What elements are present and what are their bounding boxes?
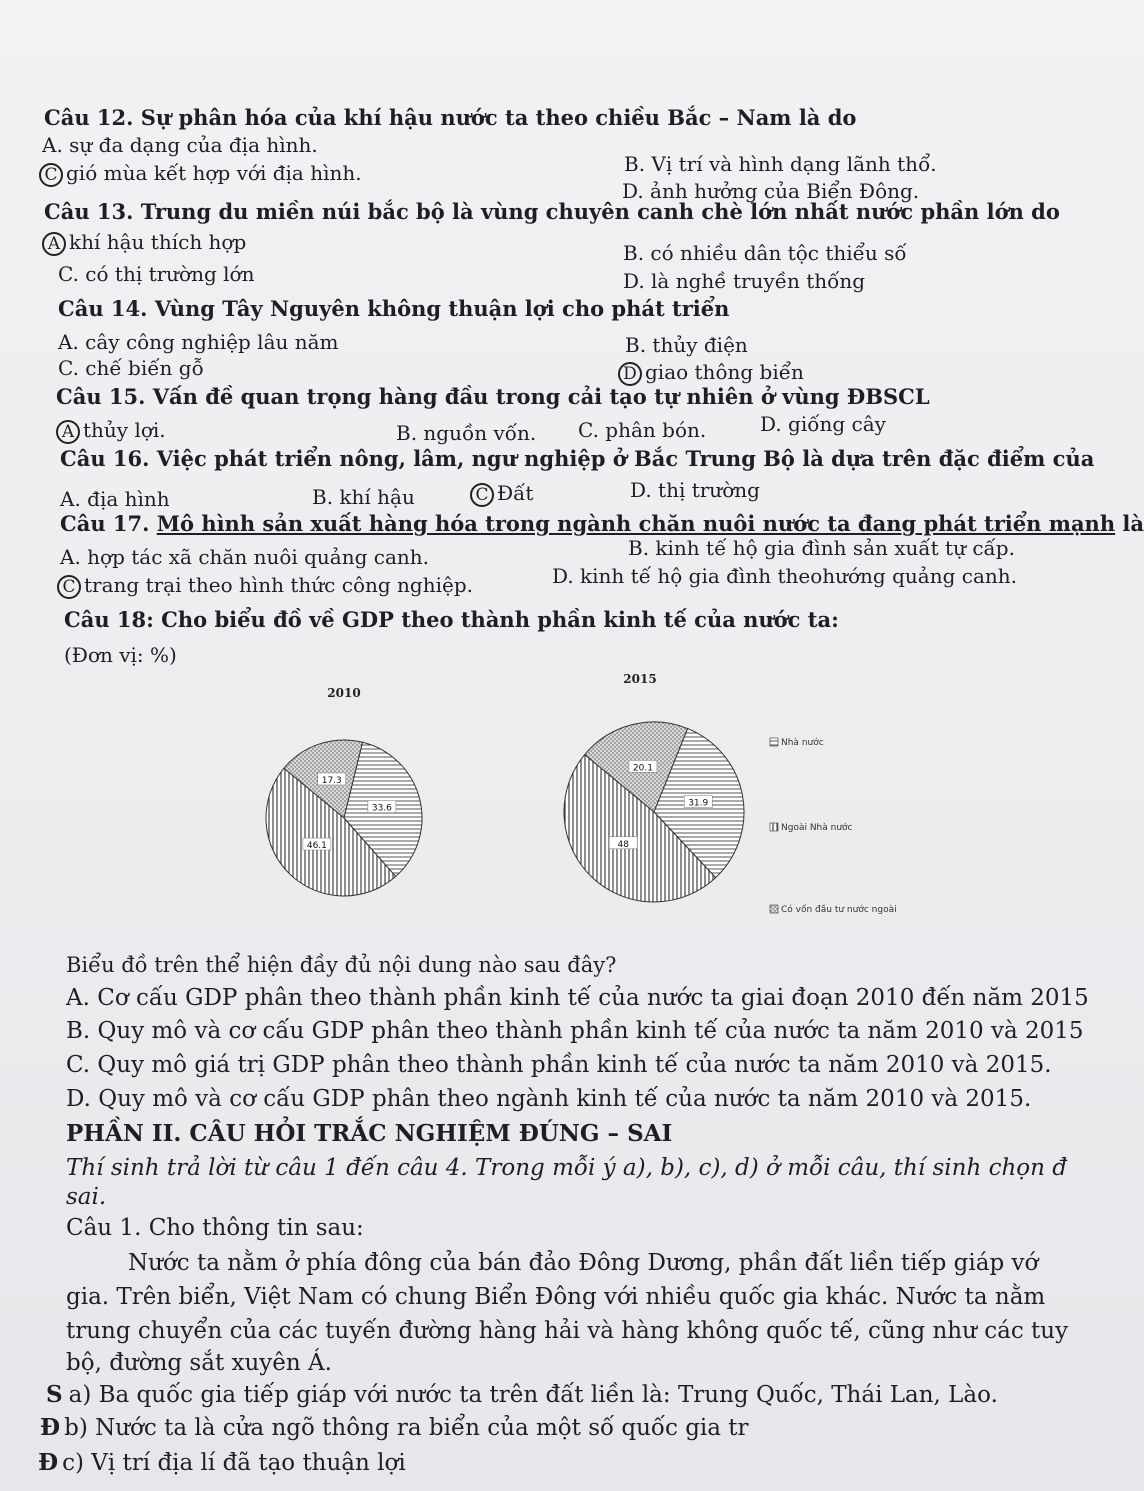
pie-2010-label-1: 46.1 bbox=[306, 841, 327, 852]
answer-mark: A bbox=[56, 420, 80, 444]
q12-stem: Câu 12. Sự phân hóa của khí hậu nước ta theo chiều Bắc – Nam là do bbox=[44, 105, 857, 130]
answer-mark: C bbox=[470, 483, 494, 507]
pie-2015-label-0: 31.9 bbox=[688, 798, 709, 809]
legend-label-1: Ngoài Nhà nước bbox=[781, 823, 853, 833]
pie-2010-label-0: 33.6 bbox=[371, 803, 392, 814]
q15-option-b[interactable]: B. nguồn vốn. bbox=[396, 421, 537, 445]
q18-option-b[interactable]: B. Quy mô và cơ cấu GDP phân theo thành phần kinh tế của nước ta năm 2010 và 2015 bbox=[66, 1018, 1084, 1044]
q14-stem: Câu 14. Vùng Tây Nguyên không thuận lợi cho phát triển bbox=[58, 296, 730, 321]
part2-instructions: Thí sinh trả lời từ câu 1 đến câu 4. Trong mỗi ý a), b), c), d) ở mỗi câu, thí sinh chọn đ bbox=[66, 1155, 1067, 1181]
q18-option-c[interactable]: C. Quy mô giá trị GDP phân theo thành phần kinh tế của nước ta năm 2010 và 2015. bbox=[66, 1052, 1052, 1078]
q12-option-d[interactable]: D. ảnh hưởng của Biển Đông. bbox=[622, 179, 920, 203]
answer-mark: C bbox=[39, 163, 63, 187]
q13-stem: Câu 13. Trung du miền núi bắc bộ là vùng chuyên canh chè lớn nhất nước phần lớn do bbox=[44, 199, 1060, 224]
q15-option-d[interactable]: D. giống cây bbox=[760, 412, 886, 436]
q18-question: Biểu đồ trên thể hiện đầy đủ nội dung nào sau đây? bbox=[66, 953, 617, 977]
q18-option-d[interactable]: D. Quy mô và cơ cấu GDP phân theo ngành kinh tế của nước ta năm 2010 và 2015. bbox=[66, 1086, 1032, 1112]
q17-stem: Câu 17. Mô hình sản xuất hàng hóa trong ngành chăn nuôi nước ta đang phát triển mạnh là bbox=[60, 511, 1144, 536]
answer-mark: Đ bbox=[40, 1414, 61, 1441]
q16-option-c[interactable]: C Đất bbox=[470, 483, 533, 507]
q13-option-b[interactable]: B. có nhiều dân tộc thiểu số bbox=[623, 241, 907, 265]
legend-swatch-2 bbox=[770, 905, 778, 913]
q14-option-a[interactable]: A. cây công nghiệp lâu năm bbox=[58, 330, 339, 354]
answer-mark: Đ bbox=[38, 1449, 59, 1476]
q12-option-b[interactable]: B. Vị trí và hình dạng lãnh thổ. bbox=[624, 152, 937, 176]
legend-swatch-0 bbox=[770, 738, 778, 746]
pie-2015-year: 2015 bbox=[623, 672, 657, 686]
q16-option-d[interactable]: D. thị trường bbox=[630, 478, 760, 502]
q17-option-a[interactable]: A. hợp tác xã chăn nuôi quảng canh. bbox=[60, 545, 430, 569]
q18-unit: (Đơn vị: %) bbox=[64, 643, 177, 667]
answer-mark: D bbox=[618, 362, 642, 386]
statement-c[interactable]: Đ c) Vị trí địa lí đã tạo thuận lợi bbox=[38, 1449, 406, 1476]
q14-option-c[interactable]: C. chế biến gỗ bbox=[58, 356, 204, 380]
statement-a[interactable]: S a) Ba quốc gia tiếp giáp với nước ta trên đất liền là: Trung Quốc, Thái Lan, Lào. bbox=[46, 1381, 998, 1408]
passage-line-1: Nước ta nằm ở phía đông của bán đảo Đông Dương, phần đất liền tiếp giáp vớ bbox=[128, 1250, 1039, 1276]
answer-mark: S bbox=[46, 1381, 63, 1408]
q16-stem: Câu 16. Việc phát triển nông, lâm, ngư nghiệp ở Bắc Trung Bộ là dựa trên đặc điểm của bbox=[60, 446, 1095, 471]
q15-option-c[interactable]: C. phân bón. bbox=[578, 418, 707, 442]
q14-option-d[interactable]: D giao thông biển bbox=[618, 362, 804, 386]
statement-b[interactable]: Đ b) Nước ta là cửa ngõ thông ra biển của một số quốc gia tr bbox=[40, 1414, 749, 1441]
q18-stem: Câu 18: Cho biểu đồ về GDP theo thành phần kinh tế của nước ta: bbox=[64, 607, 839, 632]
q17-option-b[interactable]: B. kinh tế hộ gia đình sản xuất tự cấp. bbox=[628, 536, 1015, 560]
q13-option-d[interactable]: D. là nghề truyền thống bbox=[623, 269, 866, 293]
q17-option-c[interactable]: C trang trại theo hình thức công nghiệp. bbox=[57, 575, 473, 599]
q17-option-d[interactable]: D. kinh tế hộ gia đình theohướng quảng canh. bbox=[552, 564, 1017, 588]
part2-heading: PHẦN II. CÂU HỎI TRẮC NGHIỆM ĐÚNG – SAI bbox=[66, 1120, 673, 1147]
legend-label-2: Có vốn đầu tư nước ngoài bbox=[781, 905, 897, 915]
legend-label-0: Nhà nước bbox=[781, 738, 824, 748]
answer-mark: C bbox=[57, 575, 81, 599]
pie-2010-label-2: 17.3 bbox=[321, 775, 342, 786]
q18-option-a[interactable]: A. Cơ cấu GDP phân theo thành phần kinh tế của nước ta giai đoạn 2010 đến năm 2015 bbox=[66, 985, 1089, 1011]
part2-q1-stem: Câu 1. Cho thông tin sau: bbox=[66, 1215, 364, 1241]
q15-stem: Câu 15. Vấn đề quan trọng hàng đầu trong cải tạo tự nhiên ở vùng ĐBSCL bbox=[56, 384, 930, 409]
passage-line-4: bộ, đường sắt xuyên Á. bbox=[66, 1350, 332, 1376]
q13-option-c[interactable]: C. có thị trường lớn bbox=[58, 262, 255, 286]
q14-option-b[interactable]: B. thủy điện bbox=[625, 333, 748, 357]
passage-line-2: gia. Trên biển, Việt Nam có chung Biển Đông với nhiều quốc gia khác. Nước ta nằm bbox=[66, 1284, 1046, 1310]
legend-swatch-1 bbox=[770, 823, 778, 831]
q12-option-c[interactable]: C gió mùa kết hợp với địa hình. bbox=[39, 163, 362, 187]
q16-option-b[interactable]: B. khí hậu bbox=[312, 485, 415, 509]
q13-option-a[interactable]: A khí hậu thích hợp bbox=[42, 232, 246, 256]
pie-2010-year: 2010 bbox=[327, 686, 361, 700]
part2-instructions-cont: sai. bbox=[66, 1184, 107, 1210]
passage-line-3: trung chuyển của các tuyến đường hàng hải và hàng không quốc tế, cũng như các tuy bbox=[66, 1318, 1069, 1344]
q12-option-a[interactable]: A. sự đa dạng của địa hình. bbox=[42, 133, 318, 157]
answer-mark: A bbox=[42, 232, 66, 256]
q16-option-a[interactable]: A. địa hình bbox=[60, 487, 170, 511]
pie-2015-label-2: 20.1 bbox=[632, 763, 653, 774]
q15-option-a[interactable]: A thủy lợi. bbox=[56, 420, 166, 444]
pie-2015-label-1: 48 bbox=[617, 839, 629, 850]
